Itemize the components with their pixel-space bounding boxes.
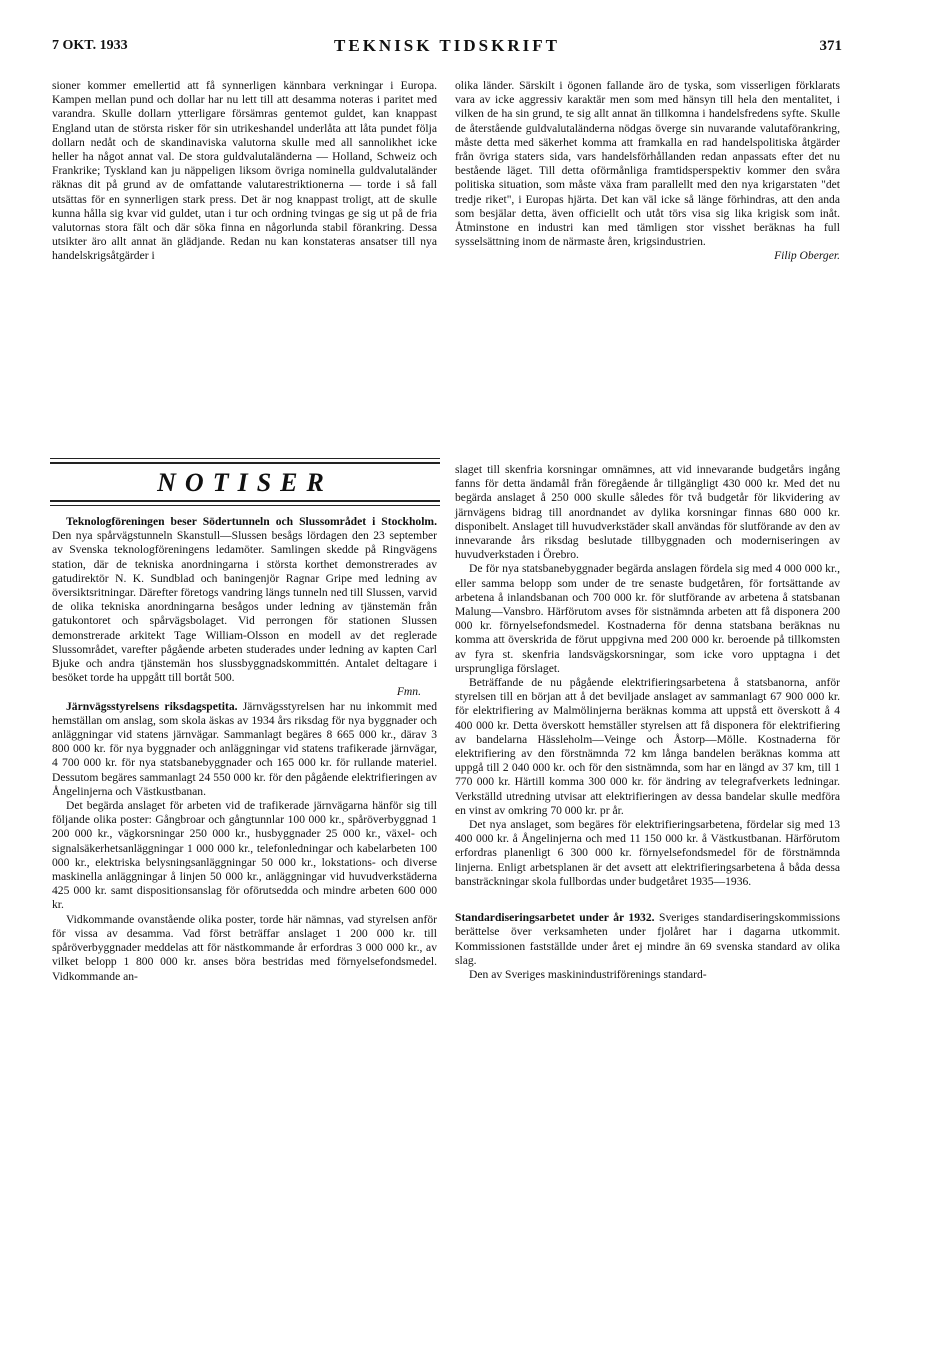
journal-title: TEKNISK TIDSKRIFT xyxy=(334,36,560,55)
notis-paragraph: slaget till skenfria korsningar omnämnes, att vid innevarande budgetårs ingång fanns för detta ändamål från föregående år tillgängligt 430 000 kr. Med det nu begärda anslaget å 250 000 skulle således för två budgetår för likvidering av järnvägens bidrag till anordnandet av dylika korsningar finnas 680 000 kr. disponibelt. Anslaget till huvudverkstäder skall användas för slutförande av den av innevarande års riksdag beslutade tillbyggnaden och moderniseringen av huvudverkstaden i Örebro. xyxy=(455,463,840,562)
top-article-paragraph: olika länder. Särskilt i ögonen fallande äro de tyska, som visserligen förklarats vara av icke aggressiv karaktär men som med hänsyn till hela den mentalitet, i vilken de ha sin grund, te sig allt annat än tillkomna i handelsfredens syfte. Skulle de återstående guldvalutaländerna nödgas överge sin nuvarande valutaförankring, måste detta med säkerhet komma att framkalla en rad handelspolitiska åtgärder från övriga staters sida, vars handelsförhållanden redan anpassats efter det nu bestående läget. Till detta oförmånliga framtidsperspektiv kommer den svåra politiska situation, som måste växa fram parallellt med den nya krigarstaten "det tredje riket", i Europas hjärta. Det kan väl icke så länge förhindras, att den anda som besjälar detta, även officiellt och utåt törs visa sig lika krigisk som inåt. Åtminstone en industri kan med tämligen stor visshet beräknas ha full sysselsättning inom de närmaste åren, krigsindustrien. xyxy=(455,79,840,249)
page-number: 371 xyxy=(819,38,842,54)
notis-headline: Standardiseringsarbetet under år 1932. xyxy=(455,911,655,925)
notis-body: Järnvägsstyrelsen har nu inkommit med hemställan om anslag, som skola äskas av 1934 års riksdag för nya byggnader och anläggningar vid statens järnvägar. Sammanlagt begäres 8 665 000 kr., därav 3 800 000 kr. för nya byggnader och anläggningar vid statens trafikerade järnvägar, 4 700 000 kr. för nya statsbanebyggnader och 165 000 kr. för rullande materiel. Dessutom begäres sammanlagt 24 550 000 kr. för den pågående elektrifieringen av Ångelinjerna och Västkustbanan. xyxy=(52,699,437,798)
section-rule xyxy=(50,458,440,459)
notis-teknologforeningen xyxy=(52,515,437,685)
notis-paragraph: Den av Sveriges maskinindustriförenings standard- xyxy=(469,967,707,981)
top-article-signature: Filip Oberger. xyxy=(774,249,840,263)
notis-body: Sveriges standardiseringskommissions berättelse över verksamheten under fjolåret har i dagarna utkommit. Kommissionen fastställde under året ej mindre än 69 svenska standard av olika slag. xyxy=(455,911,840,967)
notis-signature: Fmn. xyxy=(396,685,421,699)
notis-paragraph: Vidkommande ovanstående olika poster, torde här nämnas, vad styrelsen anför för vissa av desamma. Vad först beträffar anslaget 1 200 000 kr. till spåröverbyggnader meddelas att för nästkommande år erfordras 3 000 000 kr., av vilket belopp 1 800 000 kr. anses böra bestridas med förnyelsefondsmedel. Vidkommande an- xyxy=(52,912,437,983)
page-header xyxy=(52,34,842,58)
notis-headline: Järnvägsstyrelsens riksdagspetita. xyxy=(66,699,238,713)
notis-paragraph: De för nya statsbanebyggnader begärda anslagen fördela sig med 4 000 000 kr., eller samma belopp som under de tre senaste budgetåren, för fortsättande av arbetena å inlandsbanan och 700 000 kr. för slutförande av arbetena å statsbanan Malung—Vansbro. Härförutom avses för sistnämnda arbeten att få disponera 200 000 kr. förnyelsefondsmedel. Kostnaderna för denna statsbana beräknas nu komma att överskrida de förut uppgivna med 200 000 kr. beroende på tillkomsten av fyra st. skenfria landsvägskorsningar, som icke voro upptagna i det ursprungliga förslaget. xyxy=(455,562,840,675)
top-article-column-2 xyxy=(455,79,840,264)
section-rule xyxy=(50,500,440,502)
section-title: NOTISER xyxy=(157,468,333,497)
notiser-section-header xyxy=(50,458,440,508)
top-article-column-1 xyxy=(52,79,437,264)
notis-jarnvagsstyrelsen xyxy=(52,700,437,799)
issue-date: 7 OKT. 1933 xyxy=(52,38,128,53)
notiser-column-right xyxy=(455,463,840,982)
section-rule xyxy=(50,462,440,464)
notis-paragraph: Beträffande de nu pågående elektrifieringsarbetena å statsbanorna, anför styrelsen till en början att å det beviljade anslaget av sammanlagt 67 900 000 kr. för elektrifiering av Malmölinjerna beräknas komma att uppstå ett överskott å 4 400 000 kr. Detta överskott hemställer styrelsen att få disponera för elektrifiering av bandelarna Hässleholm—Veinge och Åstorp—Mölle. Kostnaderna för elektrifiering av den förstnämnda 72 km långa bandelen beräknas komma att uppgå till 2 040 000 kr. och för den sistnämnda, som har en längd av 37 km, till 1 770 000 kr. Härtill komma 300 000 kr. för ändring av telegrafverkets ledningar. Verkställd utredning utvisar att elektrifieringen av dessa bandelar skulle medföra en vinst av omkring 70 000 kr. pr år. xyxy=(455,676,840,817)
top-article-paragraph: sioner kommer emellertid att få synnerligen kännbara verkningar i Europa. Kampen mellan pund och dollar har nu lett till att desamma noteras i paritet med varandra. Skulle dollarn ytterligare försämras gentemot guldet, kan knappast England utan de största risker för sin utrikeshandel underlåta att låta pundet följa dollarn nedåt och de skandinaviska valutorna skulle med all sannolikhet icke heller ha något annat val. De stora guldvalutaländerna — Holland, Schweiz och Frankrike; Tyskland kan ju näppeligen liksom övriga nominella guldvalutaländer räknas dit på grund av de omfattande valutarestriktionerna — torde i så fall utsättas för en synnerligen stark press. Det är nog knappast troligt, att de skulle kunna hålla sig kvar vid guldet, utan i tur och ordning tvingas ge sig ut på de fria valutornas stora fält och där söka finna en någorlunda stabil förankring. Dessa utsikter äro allt annat än glädjande. Redan nu kan konstateras ansatser till nya handelskrigsåtgärder i xyxy=(52,79,437,263)
notis-paragraph: Det begärda anslaget för arbeten vid de trafikerade järnvägarna hänför sig till följande olika poster: Gångbroar och gångtunnlar 100 000 kr., spåröverbyggnad 1 200 000 kr., vägkorsningar 250 000 kr., husbyggnader 25 000 kr., växel- och signalsäkerhetsanläggningar 1 000 000 kr., telefonledningar och kabelarbeten 100 000 kr., elektriska belysningsanläggningar 50 000 kr., lokstations- och diverse maskinella anläggningar å linjen 50 000 kr., anläggningar vid huvudverkstäderna 425 000 kr. samt dispositionsanslag för oförutsedda och mindre arbeten 600 000 kr. xyxy=(52,799,437,912)
notiser-column-left xyxy=(52,515,437,984)
notis-body: Den nya spårvägstunneln Skanstull—Slussen besågs lördagen den 23 september av Svenska teknologföreningens ledamöter. Samlingen skedde på Ringvägens station, där de tekniska anordningarna i största korthet demonstrerades av gatudirektör N. K. Sundblad och baningenjör Ragnar Gripe med ledning av översiktsritningar. Därefter företogs vandring längs tunneln ned till Slussen, varvid de olika tekniska anordningarna besågos under ledning av tjänstemän från gatukontoret och spårvägsbolaget. Vid perrongen för stationen Slussen demonstrerade arkitekt Tage William-Olsson en modell av det reglerade Slussområdet, varefter pågående arbeten studerades under ledning av kapten Carl Bjuke och andra tjänstemän hos slussbyggnadskommittén. Antalet deltagare i besöket torde ha uppgått till bortåt 500. xyxy=(52,529,437,685)
notis-headline: Teknologföreningen beser Södertunneln och Slussområdet i Stockholm. xyxy=(66,515,437,528)
notis-standardisering xyxy=(455,911,840,968)
section-rule xyxy=(50,505,440,506)
notis-paragraph: Det nya anslaget, som begäres för elektrifieringsarbetena, fördelar sig med 13 400 000 kr. å Ångelinjerna och med 11 150 000 kr. å Västkustbanan. Härförutom erfordras planenligt 6 300 000 kr. förnyelsefondsmedel för de förstnämnda linjerna. Enligt arbetsplanen är det avsett att elektrifieringsarbetena å båda dessa bansträckningar skola fullbordas under budgetåret 1935—1936. xyxy=(455,818,840,888)
